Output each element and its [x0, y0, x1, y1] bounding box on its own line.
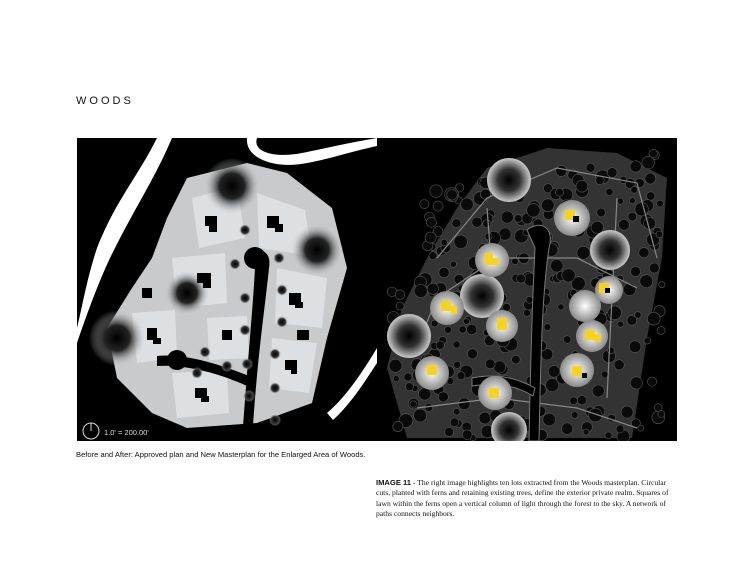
image-description	[376, 478, 676, 520]
image-label-separator: -	[411, 478, 418, 487]
new-masterplan-image	[377, 138, 677, 441]
approved-plan-image	[77, 138, 377, 441]
figure-caption: Before and After: Approved plan and New Masterplan for the Enlarged Area of Woods.	[76, 450, 366, 459]
section-title: WOODS	[76, 95, 134, 107]
scale-label: 1.0' = 200.00'	[104, 428, 149, 437]
description-text: The right image highlights ten lots extracted from the Woods masterplan. Circular cuts, planted with ferns and retaining existing trees, define the exterior private realm. Squares of lawn within the ferns open a vertical column of light through the forest to the sky. A network of paths connects neighbors.	[376, 478, 669, 519]
image-label: IMAGE 11	[376, 478, 412, 487]
